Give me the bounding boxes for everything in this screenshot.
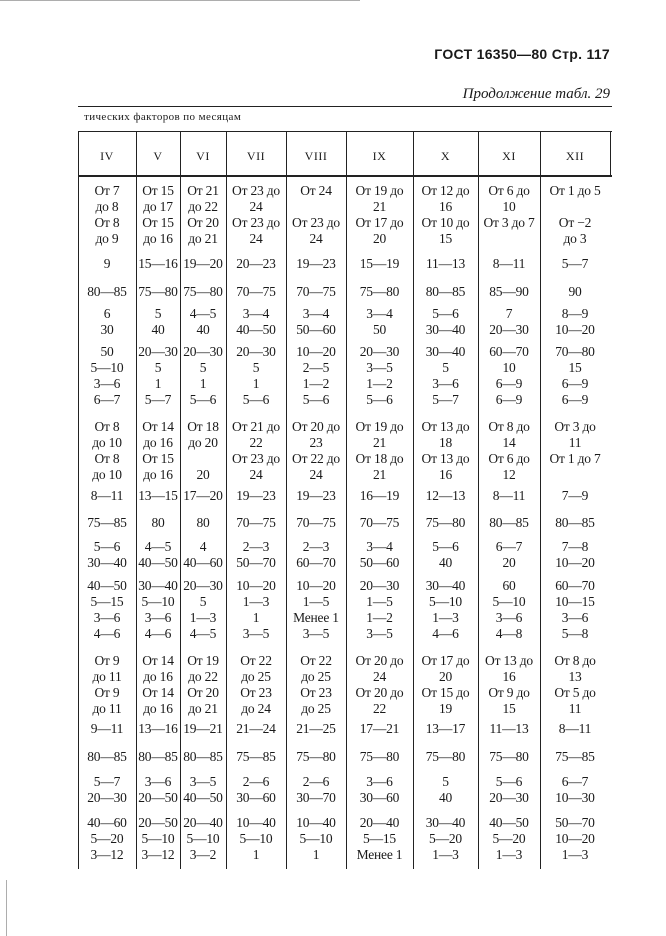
table-cell: От 21 до 22 От 20 до 21	[187, 183, 219, 246]
table-cell: 15—16	[138, 256, 178, 271]
table-cell: 7—9	[561, 488, 589, 503]
column-header-iv: IV	[100, 148, 114, 163]
table-cell: 5—6 40	[432, 539, 459, 570]
column-divider	[610, 132, 611, 176]
table-cell: 70—75	[296, 515, 336, 530]
table-cell: 15—19	[359, 256, 400, 271]
column-header-vii: VII	[246, 148, 266, 163]
table-cell: 21—25	[296, 721, 336, 736]
table-cell: 8—11	[558, 721, 592, 736]
table-cell: От 24 От 23 до 24	[292, 183, 340, 246]
table-cell: 3—5 40—50	[183, 774, 223, 805]
table-cell: От 19 до 21 От 18 до 21	[355, 419, 404, 482]
table-cell: От 13 до 16 От 9 до 15	[485, 653, 533, 716]
column-header-vi: VI	[196, 148, 210, 163]
table-cell: 19—23	[236, 488, 276, 503]
table-cell: 10—40 5—10 1	[236, 815, 276, 862]
table-cell: 20—30 5 1 5—7	[138, 344, 178, 407]
table-cell: От 22 до 25 От 23 до 24	[240, 653, 272, 716]
table-cell: 10—20 1—5 Менее 1 3—5	[293, 578, 339, 641]
table-cell: 4—5 40	[189, 306, 217, 337]
table-cell: 5—7	[561, 256, 589, 271]
table-cell: 5 40	[438, 774, 453, 805]
table-cell: 3—4 40—50	[236, 306, 276, 337]
table-cell: От 20 до 23 От 22 до 24	[292, 419, 340, 482]
table-cell: 2—3 60—70	[296, 539, 336, 570]
table-cell: 80	[151, 515, 165, 530]
table-cell: 80—85	[138, 749, 178, 764]
column-header-x: X	[440, 148, 451, 163]
table-cell: 75—80	[425, 749, 466, 764]
table-cell: 20—50 5—10 3—12	[138, 815, 178, 862]
table-cell: 80—85	[555, 515, 595, 530]
table-cell: От 3 до 11 От 1 до 7	[549, 419, 601, 466]
table-cell: 19—20	[183, 256, 223, 271]
table-cell: От 8 до 14 От 6 до 12	[488, 419, 530, 482]
table-cell: От 8 до 10 От 8 до 10	[92, 419, 122, 482]
table-cell: 80—85	[489, 515, 529, 530]
table-cell: 3—6 20—50	[138, 774, 178, 805]
table-cell: 8—11	[492, 488, 526, 503]
table-cell: 3—4 50—60	[359, 539, 400, 570]
table-cell: 75—80	[359, 284, 400, 299]
table-cell: От 19 до 21 От 17 до 20	[355, 183, 404, 246]
table-cell: 3—4 50	[366, 306, 393, 337]
table-cell: От 18 до 20 20	[187, 419, 219, 482]
table-cell: 20—23	[236, 256, 276, 271]
table-cell: 40—50 5—20 1—3	[489, 815, 529, 862]
table-cell: 10—40 5—10 1	[296, 815, 336, 862]
table-cell: От 22 до 25 От 23 до 25	[300, 653, 332, 716]
table-cell: От 1 до 5 От −2 до 3	[549, 183, 601, 246]
table-cell: 13—17	[425, 721, 466, 736]
table-cell: 6 30	[100, 306, 114, 337]
table-cell: 50—70 10—20 1—3	[555, 815, 595, 862]
table-cell: 80—85	[87, 749, 127, 764]
table-cell: От 17 до 20 От 15 до 19	[421, 653, 470, 716]
table-cell: 19—23	[296, 488, 336, 503]
table-cell: 90	[568, 284, 582, 299]
table-cell: 75—80	[183, 284, 223, 299]
table-cell: От 7 до 8 От 8 до 9	[94, 183, 120, 246]
table-cell: 5 40	[151, 306, 165, 337]
table-cell: От 20 до 24 От 20 до 22	[355, 653, 404, 716]
table-cell: 75—85	[236, 749, 276, 764]
table-cell: 80—85	[183, 749, 223, 764]
table-cell: 20—40 5—15 Менее 1	[356, 815, 403, 862]
table-cell: 60 5—10 3—6 4—8	[492, 578, 526, 641]
table-cell: От 14 до 16 От 15 до 16	[142, 419, 174, 482]
column-header-viii: VIII	[304, 148, 328, 163]
table-cell: 70—75	[296, 284, 336, 299]
header-bottom-rule	[78, 175, 612, 177]
table-cell: 2—6 30—70	[296, 774, 336, 805]
column-header-v: V	[153, 148, 163, 163]
top-rule	[78, 106, 612, 107]
table-cell: 13—16	[138, 721, 178, 736]
table-cell: 75—85	[87, 515, 127, 530]
table-cell: 6—7 20	[495, 539, 523, 570]
table-cell: 30—40 5—20 1—3	[425, 815, 466, 862]
table-cell: 11—13	[426, 256, 465, 271]
table-cell: 7—8 10—20	[555, 539, 595, 570]
table-cell: 30—40 5—10 3—6 4—6	[138, 578, 178, 641]
table-cell: 19—23	[296, 256, 336, 271]
page-header: ГОСТ 16350—80 Стр. 117	[434, 46, 610, 62]
table-cell: 75—80	[359, 749, 400, 764]
column-header-xi: XI	[502, 148, 516, 163]
table-cell: 70—75	[359, 515, 400, 530]
table-cell: От 6 до 10 От 3 до 7	[483, 183, 535, 230]
table-cell: 17—20	[183, 488, 223, 503]
table-cell: 11—13	[489, 721, 529, 736]
scan-edge	[0, 0, 360, 1]
table-cell: 75—80	[138, 284, 178, 299]
table-cell: 50 5—10 3—6 6—7	[90, 344, 124, 407]
table-cell: 16—19	[359, 488, 400, 503]
column-header-xii: XII	[565, 148, 585, 163]
table-cell: 4—5 40—50	[138, 539, 178, 570]
table-cell: 9—11	[90, 721, 124, 736]
table-cell: 20—30 5 1—3 4—5	[183, 578, 223, 641]
table-cell: 75—80	[425, 515, 466, 530]
table-cell: 80—85	[425, 284, 466, 299]
table-cell: 75—80	[296, 749, 336, 764]
table-cell: 60—70 10—15 3—6 5—8	[555, 578, 595, 641]
table-cell: 21—24	[236, 721, 276, 736]
table-cell: 70—75	[236, 284, 276, 299]
table-cell: 4 40—60	[183, 539, 223, 570]
table-cell: От 23 до 24 От 23 до 24	[232, 183, 280, 246]
table-cell: От 8 до 13 От 5 до 11	[554, 653, 596, 716]
table-cell: 20—40 5—10 3—2	[183, 815, 223, 862]
table-cell: 12—13	[425, 488, 466, 503]
table-cell: От 12 до 16 От 10 до 15	[421, 183, 470, 246]
table-cell: От 19 до 22 От 20 до 21	[187, 653, 219, 716]
table-cell: 85—90	[489, 284, 529, 299]
table-cell: 13—15	[138, 488, 178, 503]
table-cell: 30—40 5 3—6 5—7	[425, 344, 466, 407]
table-cell: 6—7 10—30	[555, 774, 595, 805]
table-cell: 30—40 5—10 1—3 4—6	[425, 578, 466, 641]
table-cell: 75—85	[555, 749, 595, 764]
table-continuation-label: Продолжение табл. 29	[462, 86, 610, 102]
table-cell: 5—6 20—30	[489, 774, 529, 805]
table-cell: 19—21	[183, 721, 223, 736]
table-cell: От 15 до 17 От 15 до 16	[142, 183, 174, 246]
table-cell: 5—6 30—40	[87, 539, 127, 570]
table-cell: 9	[103, 256, 111, 271]
table-cell: 10—20 1—3 1 3—5	[236, 578, 276, 641]
table-cell: 40—60 5—20 3—12	[87, 815, 127, 862]
table-cell: 8—11	[90, 488, 124, 503]
table-cell: 5—6 30—40	[425, 306, 466, 337]
column-header-ix: IX	[372, 148, 387, 163]
table-cell: 20—30 3—5 1—2 5—6	[359, 344, 400, 407]
table-cell: 80—85	[87, 284, 127, 299]
table-cell: 3—6 30—60	[359, 774, 400, 805]
scan-edge-left	[6, 880, 7, 936]
table-cell: 20—30 5 1 5—6	[236, 344, 276, 407]
table-cell: 40—50 5—15 3—6 4—6	[87, 578, 127, 641]
table-cell: 2—3 50—70	[236, 539, 276, 570]
table-cell: 80	[196, 515, 210, 530]
header-top-rule	[78, 131, 612, 132]
table-cell: 2—6 30—60	[236, 774, 276, 805]
table-cell: От 21 до 22 От 23 до 24	[232, 419, 280, 482]
table-cell: 5—7 20—30	[87, 774, 127, 805]
table-cell: 17—21	[359, 721, 400, 736]
table-cell: 3—4 50—60	[296, 306, 336, 337]
table-cell: 20—30 1—5 1—2 3—5	[359, 578, 400, 641]
table-cell: 70—80 15 6—9 6—9	[555, 344, 595, 407]
table-cell: 70—75	[236, 515, 276, 530]
table-cell: 75—80	[489, 749, 529, 764]
table-cell: От 14 до 16 От 14 до 16	[142, 653, 174, 716]
table-cell: 8—9 10—20	[555, 306, 595, 337]
table-cell: От 13 до 18 От 13 до 16	[421, 419, 470, 482]
table-cell: 7 20—30	[489, 306, 529, 337]
table-cell: От 9 до 11 От 9 до 11	[92, 653, 122, 716]
table-cell: 60—70 10 6—9 6—9	[489, 344, 529, 407]
table-cell: 10—20 2—5 1—2 5—6	[296, 344, 336, 407]
table-subtitle: тических факторов по месяцам	[84, 111, 242, 123]
table-cell: 20—30 5 1 5—6	[183, 344, 223, 407]
table-cell: 8—11	[492, 256, 526, 271]
